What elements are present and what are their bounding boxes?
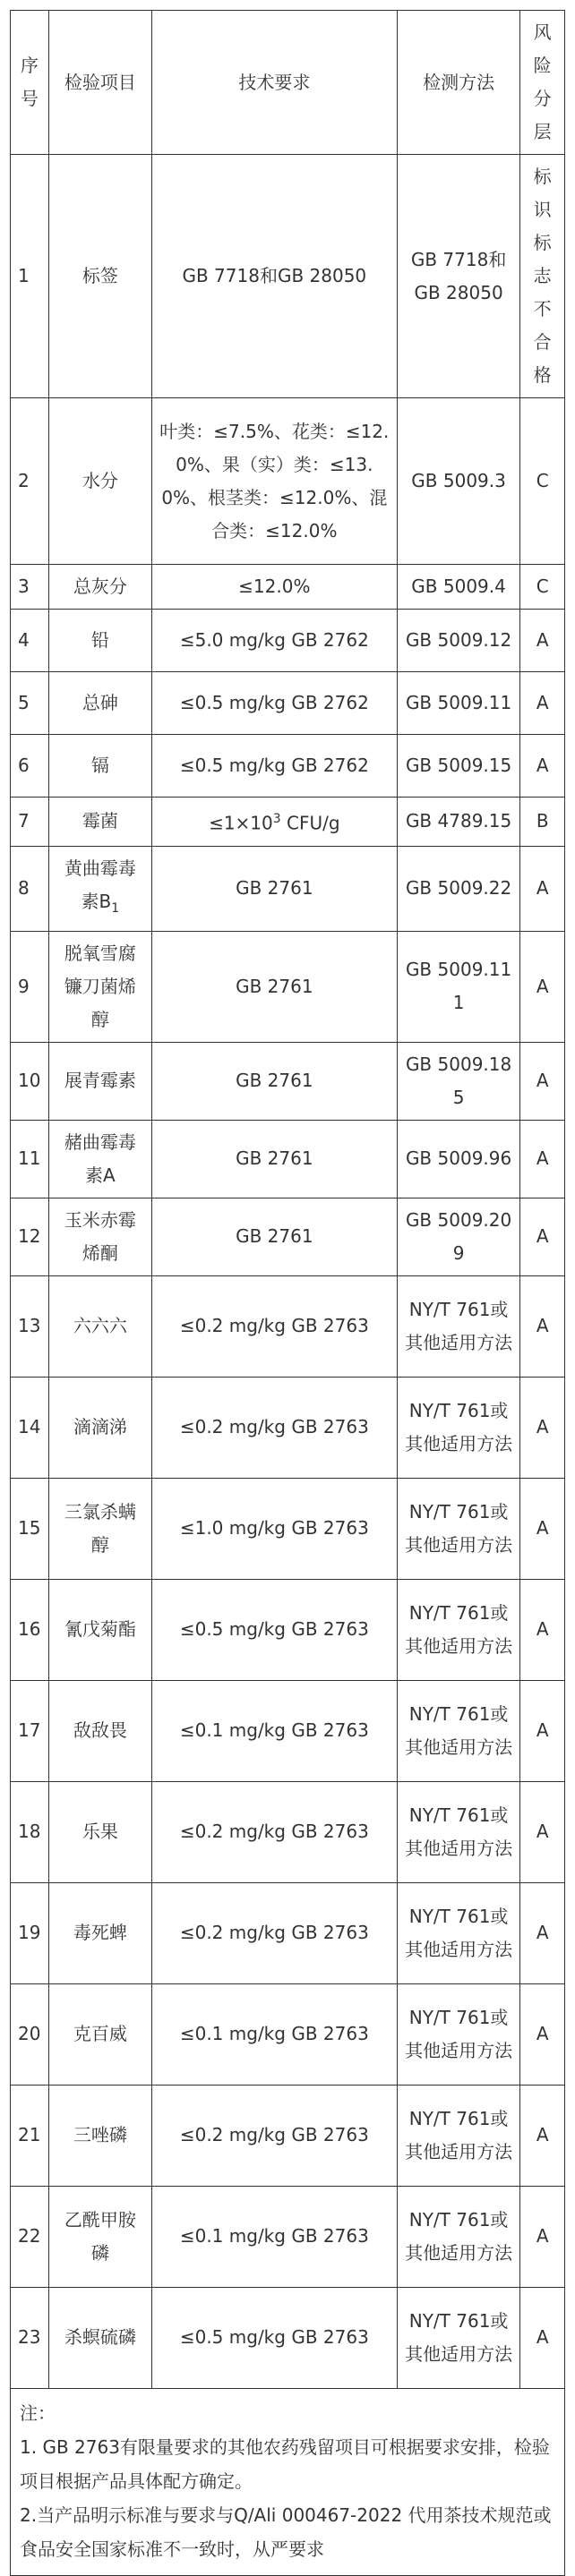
row-number: 23: [11, 2287, 49, 2388]
row-risk: A: [520, 672, 565, 735]
table-row: [11, 2085, 565, 2186]
row-requirement: ≤0.2 mg/kg GB 2763: [151, 1882, 397, 1983]
row-item-text: 黄曲霉毒素B: [64, 857, 136, 912]
header-row: [11, 11, 565, 155]
row-risk: A: [520, 1579, 565, 1680]
row-method: NY/T 761或其他适用方法: [397, 1275, 520, 1377]
row-item: 克百威: [48, 1983, 151, 2085]
table-row: [11, 1882, 565, 1983]
row-risk: A: [520, 931, 565, 1042]
row-method: NY/T 761或其他适用方法: [397, 1579, 520, 1680]
row-number: 21: [11, 2085, 49, 2186]
row-method: GB 5009.96: [397, 1120, 520, 1198]
row-item: 展青霉素: [48, 1042, 151, 1120]
notes-cell: [11, 2388, 565, 2575]
note-2: 2.当产品明示标准与要求与Q/Ali 000467-2022 代用茶技术规范或食品安全国家标准不一致时，从严要求: [20, 2503, 552, 2560]
row-number: 4: [11, 610, 49, 672]
row-requirement-unit: CFU/g: [280, 812, 340, 834]
row-item: 三唑磷: [48, 2085, 151, 2186]
row-item: 玉米赤霉烯酮: [48, 1198, 151, 1275]
row-number: 3: [11, 565, 49, 610]
row-method: NY/T 761或其他适用方法: [397, 1882, 520, 1983]
row-item: 标签: [48, 155, 151, 398]
row-requirement: ≤0.2 mg/kg GB 2763: [151, 1781, 397, 1882]
table-row: [11, 1120, 565, 1198]
table-row: [11, 398, 565, 565]
row-method: GB 5009.12: [397, 610, 520, 672]
table-row: [11, 155, 565, 398]
row-requirement: ≤0.5 mg/kg GB 2762: [151, 735, 397, 798]
row-risk: A: [520, 1680, 565, 1781]
table-row: [11, 672, 565, 735]
row-risk: B: [520, 798, 565, 847]
row-method: GB 5009.111: [397, 931, 520, 1042]
row-number: 15: [11, 1478, 49, 1579]
row-method: NY/T 761或其他适用方法: [397, 1478, 520, 1579]
table-row: [11, 1478, 565, 1579]
row-risk: A: [520, 610, 565, 672]
row-requirement: ≤0.5 mg/kg GB 2763: [151, 2287, 397, 2388]
row-number: 14: [11, 1377, 49, 1478]
note-1: 1. GB 2763有限量要求的其他农药残留项目可根据要求安排，检验项目根据产品具体配方确定。: [20, 2435, 550, 2492]
row-requirement: GB 2761: [151, 1120, 397, 1198]
table-row: [11, 846, 565, 931]
row-item: 总砷: [48, 672, 151, 735]
row-requirement: GB 2761: [151, 846, 397, 931]
row-risk: A: [520, 1377, 565, 1478]
table-row: [11, 610, 565, 672]
row-method: GB 5009.209: [397, 1198, 520, 1275]
table-row: [11, 1680, 565, 1781]
row-method: GB 5009.15: [397, 735, 520, 798]
row-risk: A: [520, 2085, 565, 2186]
row-risk: A: [520, 1198, 565, 1275]
row-item: 脱氧雪腐镰刀菌烯醇: [48, 931, 151, 1042]
inspection-table: [10, 10, 565, 2576]
row-number: 6: [11, 735, 49, 798]
header-method: 检测方法: [397, 11, 520, 155]
row-requirement: ≤0.2 mg/kg GB 2763: [151, 1377, 397, 1478]
row-item: 敌敌畏: [48, 1680, 151, 1781]
row-method: NY/T 761或其他适用方法: [397, 2287, 520, 2388]
row-method: GB 5009.22: [397, 846, 520, 931]
table-row: [11, 1377, 565, 1478]
row-number: 10: [11, 1042, 49, 1120]
row-number: 19: [11, 1882, 49, 1983]
row-risk: A: [520, 846, 565, 931]
row-risk: C: [520, 565, 565, 610]
row-number: 17: [11, 1680, 49, 1781]
row-risk: A: [520, 2287, 565, 2388]
table-row: [11, 798, 565, 847]
row-risk: A: [520, 2186, 565, 2287]
row-item: 氰戊菊酯: [48, 1579, 151, 1680]
row-item-subscript: 1: [111, 900, 120, 916]
row-risk: C: [520, 398, 565, 565]
row-item: [48, 846, 151, 931]
row-item: 六六六: [48, 1275, 151, 1377]
row-number: 7: [11, 798, 49, 847]
table-row: [11, 1275, 565, 1377]
row-item: 铅: [48, 610, 151, 672]
row-risk: 标识标志不合格: [520, 155, 565, 398]
table-row: [11, 735, 565, 798]
table-row: [11, 2186, 565, 2287]
table-row: [11, 2287, 565, 2388]
row-risk: A: [520, 1275, 565, 1377]
row-method: GB 5009.185: [397, 1042, 520, 1120]
row-method: GB 5009.11: [397, 672, 520, 735]
table-row: [11, 931, 565, 1042]
row-risk: A: [520, 1042, 565, 1120]
header-requirement: 技术要求: [151, 11, 397, 155]
header-no: 序号: [11, 11, 49, 155]
row-number: 13: [11, 1275, 49, 1377]
row-risk: A: [520, 1983, 565, 2085]
row-risk: A: [520, 1882, 565, 1983]
row-method: NY/T 761或其他适用方法: [397, 1781, 520, 1882]
table-row: [11, 565, 565, 610]
row-number: 22: [11, 2186, 49, 2287]
row-requirement: GB 7718和GB 28050: [151, 155, 397, 398]
row-requirement: 叶类：≤7.5%、花类：≤12.0%、果（实）类：≤13.0%、根茎类：≤12.0%、混合类：≤12.0%: [151, 398, 397, 565]
header-risk: 风险分层: [520, 11, 565, 155]
row-method: NY/T 761或其他适用方法: [397, 1680, 520, 1781]
row-number: 9: [11, 931, 49, 1042]
row-requirement: ≤1.0 mg/kg GB 2763: [151, 1478, 397, 1579]
row-item: 总灰分: [48, 565, 151, 610]
row-number: 11: [11, 1120, 49, 1198]
row-requirement: ≤0.2 mg/kg GB 2763: [151, 2085, 397, 2186]
row-item: 乐果: [48, 1781, 151, 1882]
row-number: 16: [11, 1579, 49, 1680]
row-risk: A: [520, 735, 565, 798]
notes-title: 注：: [20, 2401, 56, 2424]
row-item: 杀螟硫磷: [48, 2287, 151, 2388]
row-number: 5: [11, 672, 49, 735]
row-method: NY/T 761或其他适用方法: [397, 1377, 520, 1478]
row-requirement-exponent: 3: [272, 812, 281, 826]
table-body: [11, 11, 565, 2576]
row-requirement: [151, 798, 397, 847]
row-item: 霉菌: [48, 798, 151, 847]
row-item: 镉: [48, 735, 151, 798]
row-requirement: ≤12.0%: [151, 565, 397, 610]
row-requirement: ≤0.1 mg/kg GB 2763: [151, 1983, 397, 2085]
row-method: NY/T 761或其他适用方法: [397, 2085, 520, 2186]
row-item: 毒死蜱: [48, 1882, 151, 1983]
row-item: 水分: [48, 398, 151, 565]
row-requirement: ≤0.1 mg/kg GB 2763: [151, 2186, 397, 2287]
row-number: 1: [11, 155, 49, 398]
row-number: 12: [11, 1198, 49, 1275]
row-requirement: GB 2761: [151, 931, 397, 1042]
row-requirement: ≤0.2 mg/kg GB 2763: [151, 1275, 397, 1377]
header-item: 检验项目: [48, 11, 151, 155]
row-requirement: ≤0.5 mg/kg GB 2762: [151, 672, 397, 735]
table-row: [11, 1579, 565, 1680]
row-number: 8: [11, 846, 49, 931]
table-row: [11, 1983, 565, 2085]
row-item: 赭曲霉毒素A: [48, 1120, 151, 1198]
row-risk: A: [520, 1120, 565, 1198]
row-item: 乙酰甲胺磷: [48, 2186, 151, 2287]
row-method: GB 5009.3: [397, 398, 520, 565]
row-number: 2: [11, 398, 49, 565]
row-requirement: GB 2761: [151, 1198, 397, 1275]
row-method: GB 4789.15: [397, 798, 520, 847]
row-requirement: ≤5.0 mg/kg GB 2762: [151, 610, 397, 672]
row-requirement-text: ≤1×10: [209, 812, 273, 834]
notes-row: [11, 2388, 565, 2575]
table-row: [11, 1042, 565, 1120]
row-item: 三氯杀螨醇: [48, 1478, 151, 1579]
row-number: 20: [11, 1983, 49, 2085]
row-requirement: ≤0.5 mg/kg GB 2763: [151, 1579, 397, 1680]
row-number: 18: [11, 1781, 49, 1882]
row-risk: A: [520, 1781, 565, 1882]
row-method: NY/T 761或其他适用方法: [397, 2186, 520, 2287]
row-method: GB 7718和GB 28050: [397, 155, 520, 398]
row-risk: A: [520, 1478, 565, 1579]
row-method: NY/T 761或其他适用方法: [397, 1983, 520, 2085]
row-item: 滴滴涕: [48, 1377, 151, 1478]
row-requirement: ≤0.1 mg/kg GB 2763: [151, 1680, 397, 1781]
table-row: [11, 1198, 565, 1275]
row-requirement: GB 2761: [151, 1042, 397, 1120]
table-row: [11, 1781, 565, 1882]
row-method: GB 5009.4: [397, 565, 520, 610]
